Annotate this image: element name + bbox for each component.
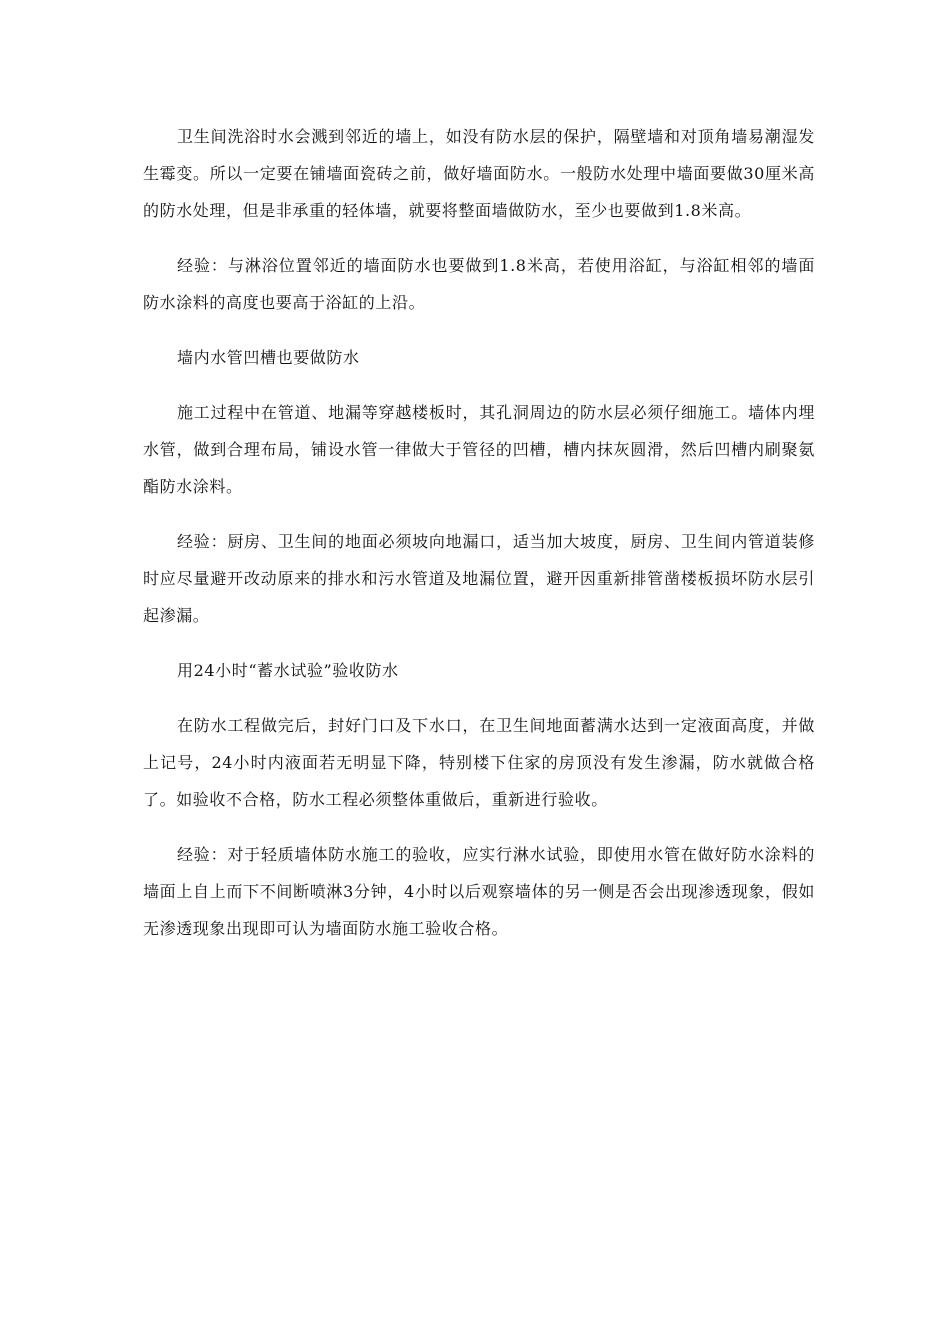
- paragraph-water-test: 在防水工程做完后，封好门口及下水口，在卫生间地面蓄满水达到一定液面高度，并做上记号，24小时内液面若无明显下降，特别楼下住家的房顶没有发生渗漏，防水就做合格了。如验收不合格，防水工程必须整体重做后，重新进行验收。: [143, 716, 815, 809]
- document-body: [143, 118, 815, 965]
- paragraph-pipe-grooves: 施工过程中在管道、地漏等穿越楼板时，其孔洞周边的防水层必须仔细施工。墙体内埋水管，做到合理布局，铺设水管一律做大于管径的凹槽，槽内抹灰圆滑，然后凹槽内刷聚氨酯防水涂料。: [143, 403, 815, 496]
- paragraph-intro: 卫生间洗浴时水会溅到邻近的墙上，如没有防水层的保护，隔壁墙和对顶角墙易潮湿发生霉变。所以一定要在铺墙面瓷砖之前，做好墙面防水。一般防水处理中墙面要做30厘米高的防水处理，但是非承重的轻体墙，就要将整面墙做防水，至少也要做到1.8米高。: [143, 127, 815, 220]
- paragraph-tip-spray-test: 经验：对于轻质墙体防水施工的验收，应实行淋水试验，即使用水管在做好防水涂料的墙面上自上而下不间断喷淋3分钟，4小时以后观察墙体的另一侧是否会出现渗透现象，假如无渗透现象出现即可认为墙面防水施工验收合格。: [143, 845, 815, 938]
- paragraph-tip-shower: 经验：与淋浴位置邻近的墙面防水也要做到1.8米高，若使用浴缸，与浴缸相邻的墙面防水涂料的高度也要高于浴缸的上沿。: [143, 256, 815, 312]
- section-heading-water-test: 用24小时“蓄水试验”验收防水: [177, 661, 399, 680]
- paragraph-tip-floor-drain: 经验：厨房、卫生间的地面必须坡向地漏口，适当加大坡度，厨房、卫生间内管道装修时应尽量避开改动原来的排水和污水管道及地漏位置，避开因重新排管凿楼板损坏防水层引起渗漏。: [143, 532, 815, 625]
- section-heading-pipe-grooves: 墙内水管凹槽也要做防水: [177, 348, 360, 367]
